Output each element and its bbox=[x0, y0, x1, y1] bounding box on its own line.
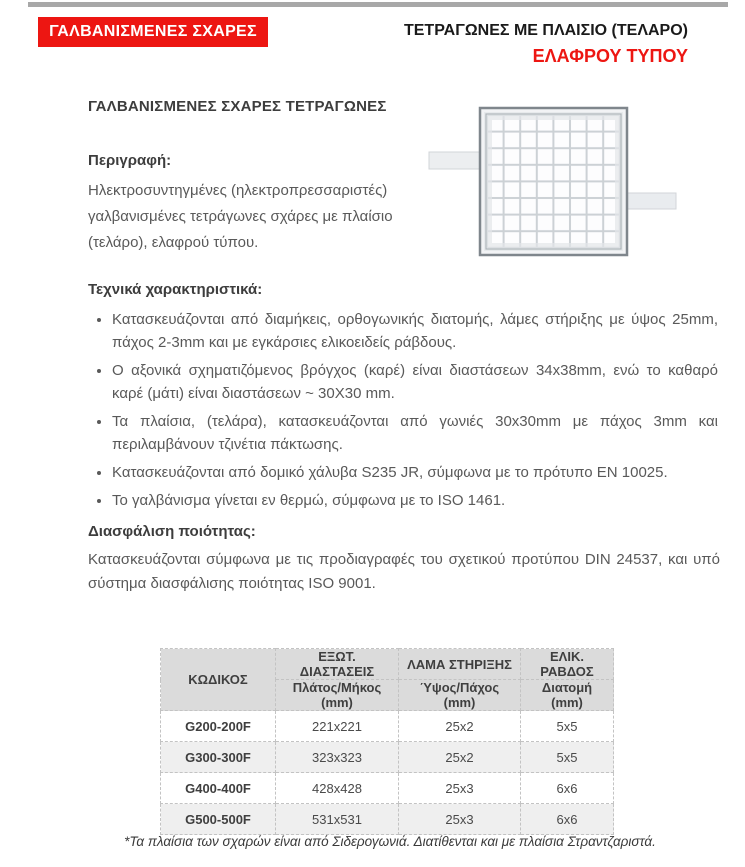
col-header-code: ΚΩΔΙΚΟΣ bbox=[161, 649, 276, 711]
col-subheader-dimensions: Πλάτος/Μήκος (mm) bbox=[276, 680, 399, 711]
cell-code: G400-400F bbox=[161, 773, 276, 804]
cell-code: G300-300F bbox=[161, 742, 276, 773]
table-row bbox=[161, 742, 614, 773]
table-row bbox=[161, 773, 614, 804]
cell-lama: 25x2 bbox=[399, 742, 521, 773]
technical-bullet: • Τα πλαίσια, (τελάρα), κατασκευάζονται από γωνιές 30x30mm με πάχος 3mm και περιλαμβάνουν τζινέτια πάκτωσης. bbox=[112, 410, 718, 456]
cell-rod: 6x6 bbox=[521, 804, 614, 835]
page-subtitle-line2: ΕΛΑΦΡΟΥ ΤΥΠΟΥ bbox=[532, 46, 688, 66]
technical-bullet: • Κατασκευάζονται από δομικό χάλυβα S235 JR, σύμφωνα με το πρότυπο EN 10025. bbox=[112, 461, 718, 484]
technical-bullet-list bbox=[88, 308, 718, 517]
col-subheader-lama: Ύψος/Πάχος (mm) bbox=[399, 680, 521, 711]
banner-label: ΓΑΛΒΑΝΙΣΜΕΝΕΣ ΣΧΑΡΕΣ bbox=[49, 23, 257, 40]
square-grate-photo bbox=[428, 100, 678, 260]
cell-dim: 428x428 bbox=[276, 773, 399, 804]
table-row bbox=[161, 804, 614, 835]
cell-code: G500-500F bbox=[161, 804, 276, 835]
col-header-dimensions: ΕΞΩΤ. ΔΙΑΣΤΑΣΕΙΣ bbox=[276, 649, 399, 680]
page-subtitle-line1: ΤΕΤΡΑΓΩΝΕΣ ΜΕ ΠΛΑΙΣΙΟ (ΤΕΛΑΡΟ) bbox=[403, 22, 688, 39]
quality-heading: Διασφάλιση ποιότητας: bbox=[88, 523, 256, 540]
technical-bullet: • Κατασκευάζονται από διαμήκεις, ορθογωνικής διατομής, λάμες στήριξης με ύψος 25mm, πάχος 2-3mm και με εγκάρσιες ελικοειδείς ράβδους. bbox=[112, 308, 718, 354]
cell-code: G200-200F bbox=[161, 711, 276, 742]
cell-rod: 5x5 bbox=[521, 742, 614, 773]
table-row bbox=[161, 711, 614, 742]
section-title: ΓΑΛΒΑΝΙΣΜΕΝΕΣ ΣΧΑΡΕΣ ΤΕΤΡΑΓΩΝΕΣ bbox=[88, 98, 387, 115]
left-anchor-tab bbox=[429, 152, 481, 169]
technical-heading: Τεχνικά χαρακτηριστικά: bbox=[88, 281, 263, 298]
grate-grid bbox=[487, 115, 620, 248]
cell-rod: 5x5 bbox=[521, 711, 614, 742]
cell-dim: 221x221 bbox=[276, 711, 399, 742]
quality-text: Κατασκευάζονται σύμφωνα με τις προδιαγραφές του σχετικού προτύπου DIN 24537, και υπό σύστημα διασφάλισης ποιότητας ISO 9001. bbox=[88, 551, 720, 592]
description-heading: Περιγραφή: bbox=[88, 152, 172, 169]
col-subheader-rod: Διατομή (mm) bbox=[521, 680, 614, 711]
cell-rod: 6x6 bbox=[521, 773, 614, 804]
cell-lama: 25x2 bbox=[399, 711, 521, 742]
col-header-rod: ΕΛΙΚ. ΡΑΒΔΟΣ bbox=[521, 649, 614, 680]
cell-lama: 25x3 bbox=[399, 773, 521, 804]
spec-table bbox=[160, 648, 614, 835]
top-divider-bar bbox=[28, 2, 728, 7]
red-title-banner bbox=[38, 17, 268, 47]
right-anchor-tab bbox=[626, 193, 676, 209]
technical-bullet: • Το γαλβάνισμα γίνεται εν θερμώ, σύμφωνα με το ISO 1461. bbox=[112, 489, 718, 512]
cell-dim: 531x531 bbox=[276, 804, 399, 835]
footnote: *Τα πλαίσια των σχαρών είναι από Σιδερογωνιά. Διατίθενται και με πλαίσια Στραντζαριστά. bbox=[124, 834, 656, 849]
description-text: Ηλεκτροσυντηγμένες (ηλεκτροπρεσσαριστές) γαλβανισμένες τετράγωνες σχάρες με πλαίσιο (τελάρο), ελαφρού τύπου. bbox=[88, 182, 393, 251]
cell-lama: 25x3 bbox=[399, 804, 521, 835]
col-header-lama: ΛΑΜΑ ΣΤΗΡΙΞΗΣ bbox=[399, 649, 521, 680]
cell-dim: 323x323 bbox=[276, 742, 399, 773]
technical-bullet: • Ο αξονικά σχηματιζόμενος βρόγχος (καρέ) είναι διαστάσεων 34x38mm, ενώ το καθαρό καρέ (μάτι) είναι διαστάσεων ~ 30X30 mm. bbox=[112, 359, 718, 405]
